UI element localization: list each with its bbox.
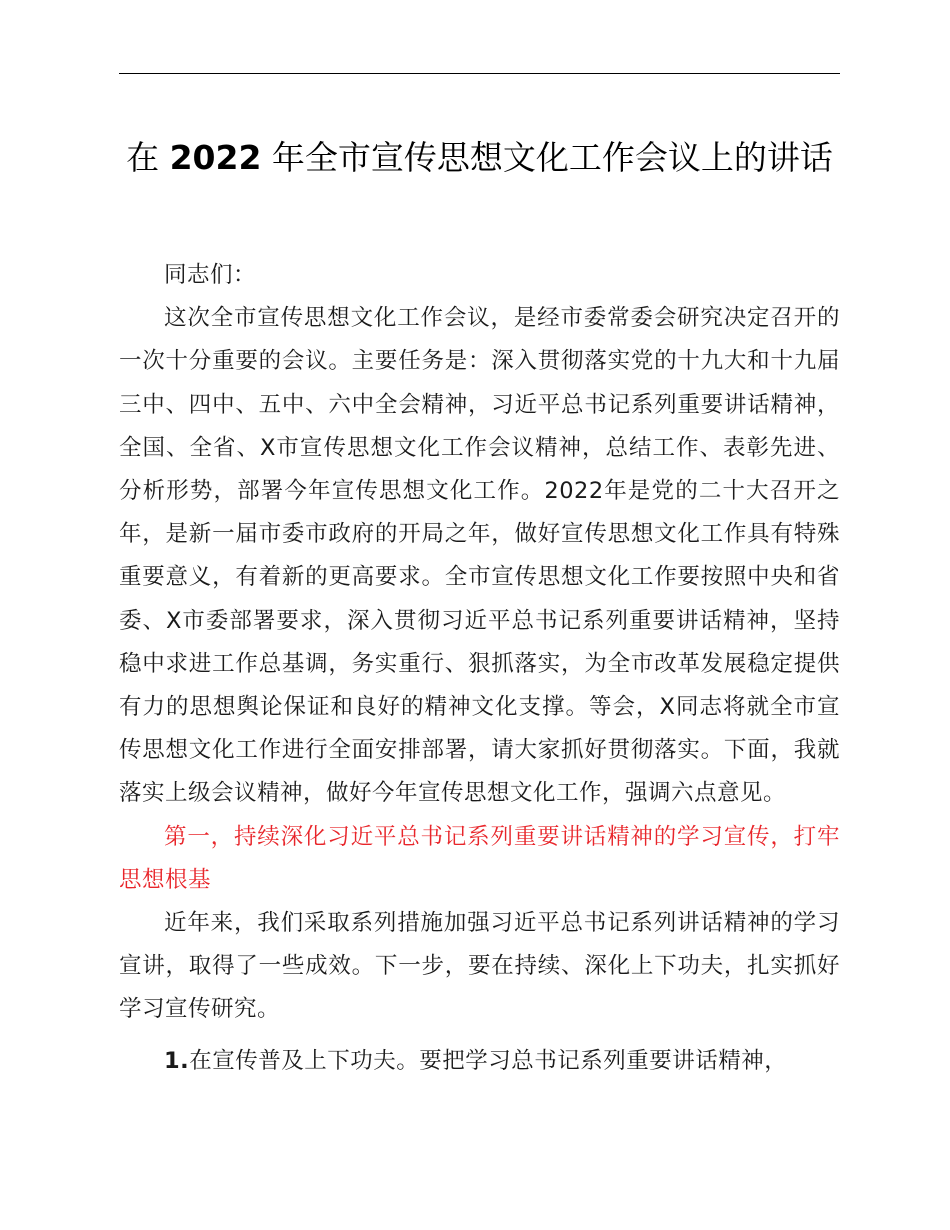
header-rule bbox=[119, 73, 840, 74]
document-body bbox=[119, 254, 840, 1083]
title-year: 2022 bbox=[169, 138, 262, 177]
document-title bbox=[119, 132, 840, 183]
list-item-1-text: 在宣传普及上下功夫。要把学习总书记系列重要讲话精神， bbox=[189, 1047, 788, 1074]
section-heading-1: 第一，持续深化习近平总书记系列重要讲话精神的学习宣传，打牢思想根基 bbox=[119, 823, 840, 893]
paragraph-intro: 这次全市宣传思想文化工作会议，是经市委常委会研究决定召开的一次十分重要的会议。主要任务是：深入贯彻落实党的十九大和十九届三中、四中、五中、六中全会精神，习近平总书记系列重要讲话精神，全国、全省、X市宣传思想文化工作会议精神，总结工作、表彰先进、分析形势，部署今年宣传思想文化工作。2022年是党的二十大召开之年，是新一届市委市政府的开局之年，做好宣传思想文化工作具有特殊重要意义，有着新的更高要求。全市宣传思想文化工作要按照中央和省委、X市委部署要求，深入贯彻习近平总书记系列重要讲话精神，坚持稳中求进工作总基调，务实重行、狠抓落实，为全市改革发展稳定提供有力的思想舆论保证和良好的精神文化支撑。等会，X同志将就全市宣传思想文化工作进行全面安排部署，请大家抓好贯彻落实。下面，我就落实上级会议精神，做好今年宣传思想文化工作，强调六点意见。 bbox=[119, 305, 840, 807]
list-item-1-number: 1. bbox=[164, 1047, 190, 1074]
salutation: 同志们： bbox=[164, 262, 257, 288]
title-rest: 年全市宣传思想文化工作会议上的讲话 bbox=[271, 138, 833, 177]
title-prefix: 在 bbox=[126, 138, 160, 177]
paragraph-section-1: 近年来，我们采取系列措施加强习近平总书记系列讲话精神的学习宣讲，取得了一些成效。下一步，要在持续、深化上下功夫，扎实抓好学习宣传研究。 bbox=[119, 910, 840, 1023]
list-item-1 bbox=[119, 1040, 840, 1083]
